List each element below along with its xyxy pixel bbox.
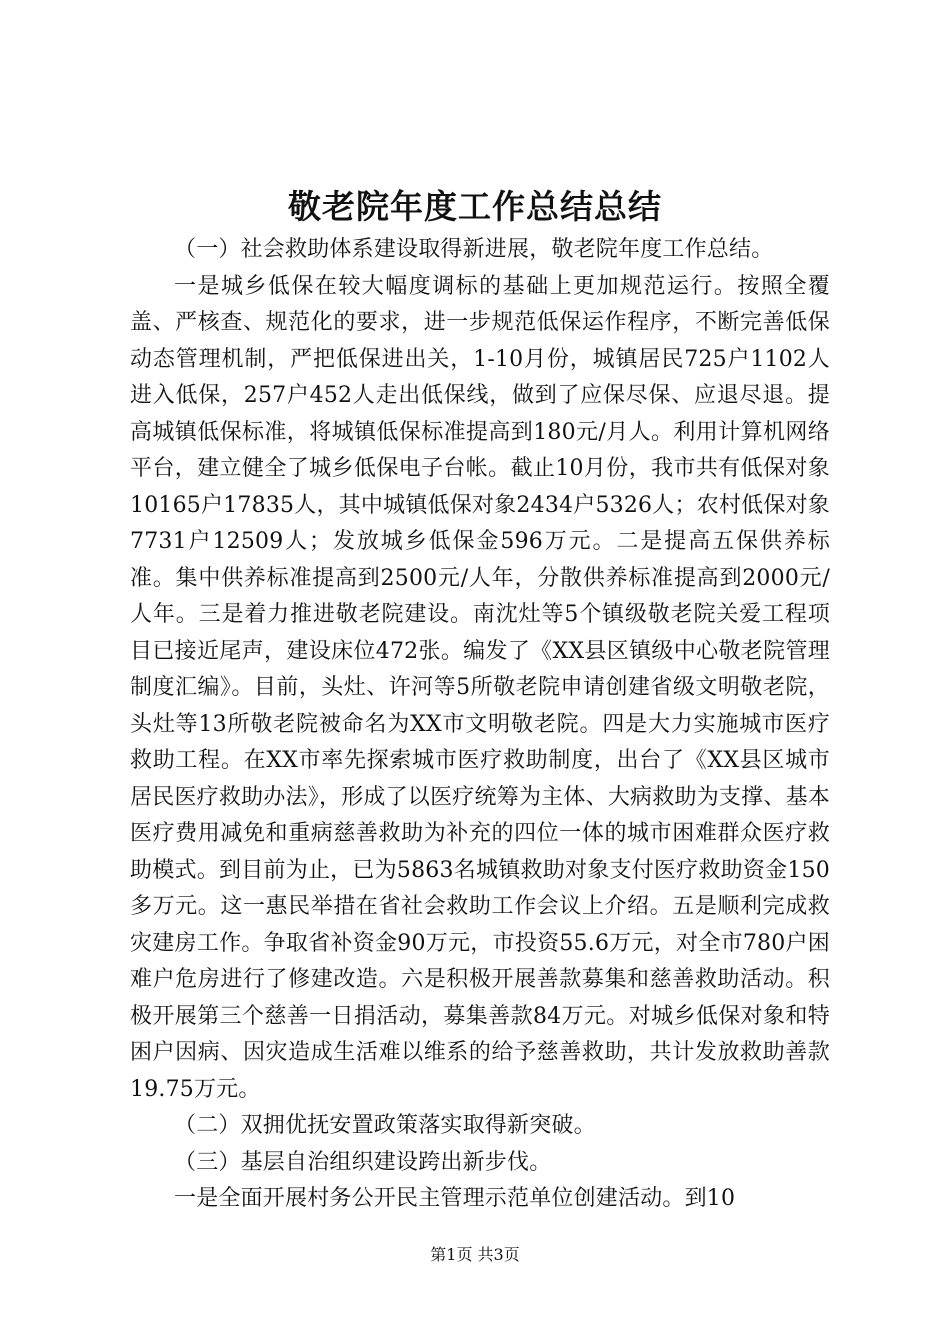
paragraph-social-assistance-details: 一是城乡低保在较大幅度调标的基础上更加规范运行。按照全覆盖、严核查、规范化的要求，进一步规范低保运作程序，不断完善低保动态管理机制，严把低保进出关，1-10月份，城镇居民725户1102人进入低保，257户452人走出低保线，做到了应保尽保、应退尽退。提高城镇低保标准，将城镇低保标准提高到180元/月人。利用计算机网络平台，建立健全了城乡低保电子台帐。截止10月份，我市共有低保对象10165户17835人，其中城镇低保对象2434户5326人；农村低保对象7731户12509人；发放城乡低保金596万元。二是提高五保供养标准。集中供养标准提高到2500元/人年，分散供养标准提高到2000元/人年。三是着力推进敬老院建设。南沈灶等5个镇级敬老院关爱工程项目已接近尾声，建设床位472张。编发了《XX县区镇级中心敬老院管理制度汇编》。目前，头灶、许河等5所敬老院申请创建省级文明敬老院，头灶等13所敬老院被命名为XX市文明敬老院。四是大力实施城市医疗救助工程。在XX市率先探索城市医疗救助制度，出台了《XX县区城市居民医疗救助办法》，形成了以医疗统筹为主体、大病救助为支撑、基本医疗费用减免和重病慈善救助为补充的四位一体的城市困难群众医疗救助模式。到目前为止，已为5863名城镇救助对象支付医疗救助资金150多万元。这一惠民举措在省社会救助工作会议上介绍。五是顺利完成救灾建房工作。争取省补资金90万元，市投资55.6万元，对全市780户困难户危房进行了修建改造。六是积极开展善款募集和慈善救助活动。积极开展第三个慈善一日捐活动，募集善款84万元。对城乡低保对象和特困户因病、因灾造成生活难以维系的给予慈善救助，共计发放救助善款19.75万元。 bbox=[130, 273, 830, 1102]
page-number-footer: 第1页 共3页 bbox=[430, 1245, 520, 1264]
paragraph-village-affairs: 一是全面开展村务公开民主管理示范单位创建活动。到10 bbox=[174, 1186, 736, 1211]
paragraph-section-3-heading: （三）基层自治组织建设跨出新步伐。 bbox=[174, 1149, 552, 1175]
document-title: 敬老院年度工作总结总结 bbox=[288, 187, 662, 226]
paragraph-section-2-heading: （二）双拥优抚安置政策落实取得新突破。 bbox=[174, 1113, 596, 1138]
paragraph-section-1-heading: （一）社会救助体系建设取得新进展，敬老院年度工作总结。 bbox=[174, 237, 774, 262]
document-body bbox=[130, 232, 830, 1218]
